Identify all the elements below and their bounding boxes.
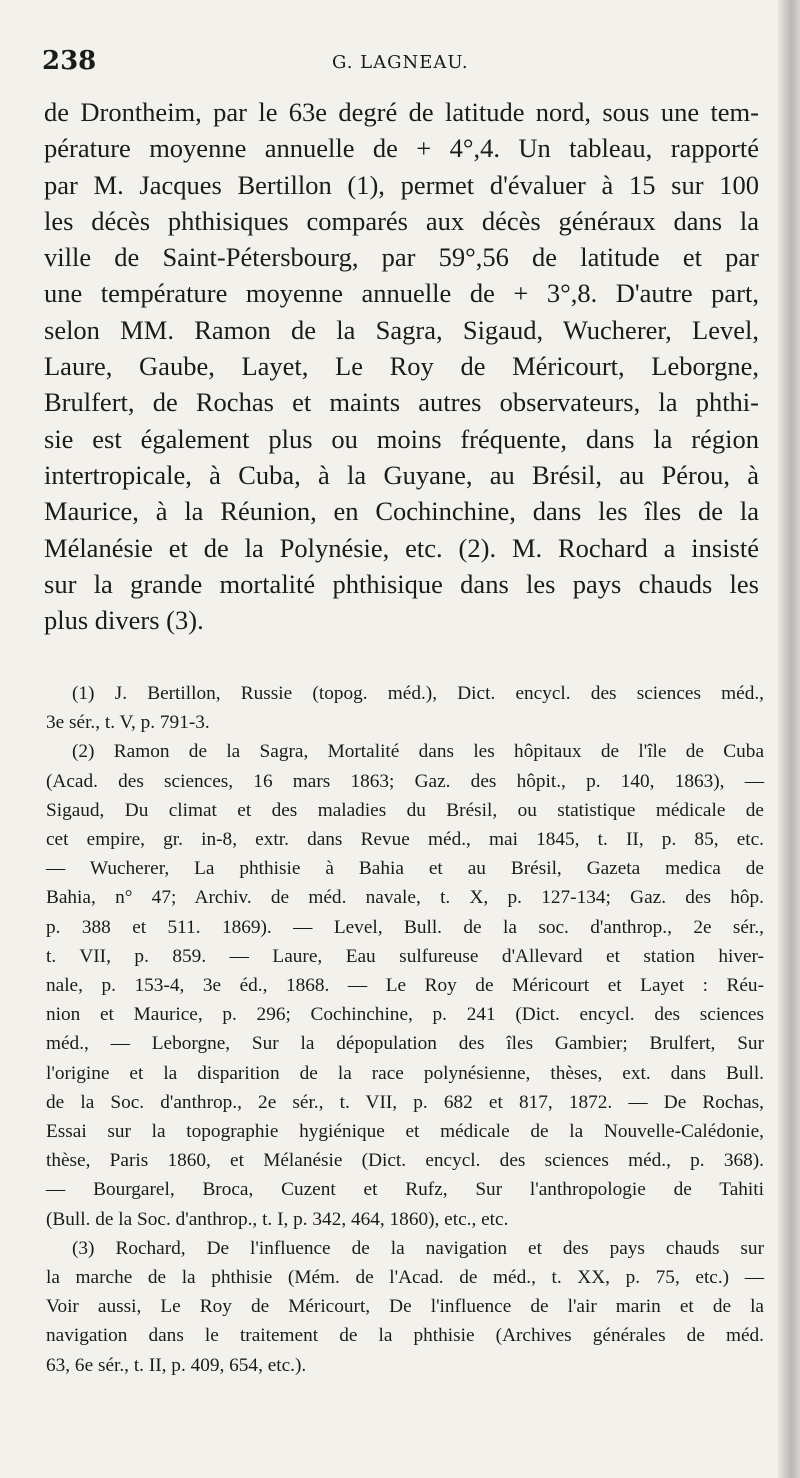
body-line: Mélanésie et de la Polynésie, etc. (2). M. Rochard a insisté — [44, 532, 759, 563]
body-line: une température moyenne annuelle de + 3°,8. D'autre part, — [44, 278, 759, 309]
footnote-line: 63, 6e sér., t. II, p. 409, 654, etc.). — [46, 1354, 307, 1376]
footnote-line: t. VII, p. 859. — Laure, Eau sulfureuse d'Allevard et station hiver- — [46, 945, 764, 967]
footnote-3 — [46, 1234, 764, 1380]
footnote-line: p. 388 et 511. 1869). — Level, Bull. de la soc. d'anthrop., 2e sér., — [46, 916, 764, 938]
body-line: intertropicale, à Cuba, à la Guyane, au Brésil, au Pérou, à — [44, 459, 759, 490]
footnote-line: de la Soc. d'anthrop., 2e sér., t. VII, p. 682 et 817, 1872. — De Rochas, — [46, 1091, 764, 1113]
running-head: G. LAGNEAU. — [332, 52, 469, 73]
body-line: les décès phthisiques comparés aux décès généraux dans la — [44, 205, 759, 236]
page-edge-shadow — [778, 0, 800, 1478]
footnote-line: Essai sur la topographie hygiénique et médicale de la Nouvelle-Calédonie, — [46, 1121, 764, 1143]
footnote-2 — [46, 737, 764, 1233]
main-paragraph — [44, 94, 759, 638]
body-line: de Drontheim, par le 63e degré de latitude nord, sous une tem- — [44, 97, 759, 127]
body-line: Brulfert, de Rochas et maints autres observateurs, la phthi- — [44, 387, 759, 418]
body-line: Laure, Gaube, Layet, Le Roy de Méricourt, Leborgne, — [44, 351, 759, 382]
footnote-line: (Bull. de la Soc. d'anthrop., t. I, p. 342, 464, 1860), etc., etc. — [46, 1208, 509, 1230]
footnote-line: Voir aussi, Le Roy de Méricourt, De l'influence de l'air marin et de la — [46, 1296, 764, 1318]
footnote-line: l'origine et la disparition de la race polynésienne, thèses, ext. dans Bull. — [46, 1062, 764, 1084]
footnote-line: la marche de la phthisie (Mém. de l'Acad. de méd., t. XX, p. 75, etc.) — — [46, 1267, 764, 1289]
footnote-line: Bahia, n° 47; Archiv. de méd. navale, t. X, p. 127-134; Gaz. des hôp. — [46, 887, 764, 909]
footnote-line: (Acad. des sciences, 16 mars 1863; Gaz. des hôpit., p. 140, 1863), — — [46, 770, 764, 792]
body-line: sie est également plus ou moins fréquente, dans la région — [44, 423, 759, 454]
footnote-1 — [46, 679, 764, 737]
footnote-line: nion et Maurice, p. 296; Cochinchine, p. 241 (Dict. encycl. des sciences — [46, 1004, 764, 1026]
footnote-line: (1) J. Bertillon, Russie (topog. méd.), Dict. encycl. des sciences méd., — [72, 683, 764, 704]
page-number: 238 — [42, 46, 97, 76]
body-line: par M. Jacques Bertillon (1), permet d'évaluer à 15 sur 100 — [44, 169, 759, 200]
footnote-line: 3e sér., t. V, p. 791-3. — [46, 712, 210, 734]
footnote-line: Sigaud, Du climat et des maladies du Brésil, ou statistique médicale de — [46, 799, 764, 821]
body-line: plus divers (3). — [44, 605, 204, 636]
body-line: selon MM. Ramon de la Sagra, Sigaud, Wucherer, Level, — [44, 314, 759, 345]
footnote-line: (2) Ramon de la Sagra, Mortalité dans les hôpitaux de l'île de Cuba — [72, 741, 764, 763]
body-line: Maurice, à la Réunion, en Cochinchine, dans les îles de la — [44, 496, 759, 527]
footnote-line: — Wucherer, La phthisie à Bahia et au Brésil, Gazeta medica de — [46, 858, 764, 880]
footnote-line: cet empire, gr. in-8, extr. dans Revue méd., mai 1845, t. II, p. 85, etc. — [46, 829, 764, 851]
body-line: ville de Saint-Pétersbourg, par 59°,56 de latitude et par — [44, 242, 759, 273]
footnotes — [46, 679, 764, 1380]
footnote-line: (3) Rochard, De l'influence de la navigation et des pays chauds sur — [72, 1237, 764, 1259]
footnote-line: méd., — Leborgne, Sur la dépopulation des îles Gambier; Brulfert, Sur — [46, 1033, 764, 1055]
footnote-line: nale, p. 153-4, 3e éd., 1868. — Le Roy de Méricourt et Layet : Réu- — [46, 975, 764, 997]
footnote-line: navigation dans le traitement de la phthisie (Archives générales de méd. — [46, 1325, 764, 1347]
footnote-line: — Bourgarel, Broca, Cuzent et Rufz, Sur l'anthropologie de Tahiti — [46, 1179, 764, 1201]
page-header — [42, 46, 762, 82]
footnote-line: thèse, Paris 1860, et Mélanésie (Dict. encycl. des sciences méd., p. 368). — [46, 1150, 764, 1172]
body-line: sur la grande mortalité phthisique dans les pays chauds les — [44, 568, 759, 599]
body-line: pérature moyenne annuelle de + 4°,4. Un tableau, rapporté — [44, 133, 759, 164]
